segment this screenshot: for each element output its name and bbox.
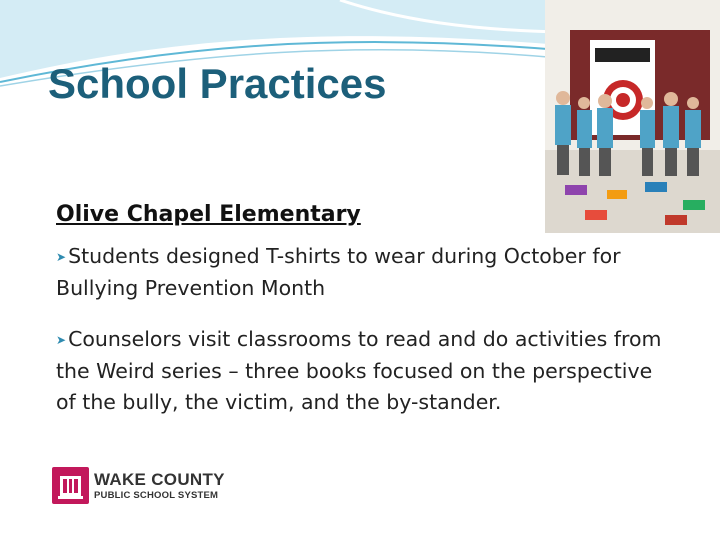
- logo-title: WAKE COUNTY: [94, 470, 225, 489]
- page-title: School Practices: [48, 60, 387, 107]
- bullet-text: Counselors visit classrooms to read and do activities from the Weird series – three books focused on the perspective of the bully, the victim, and the by-stander.: [56, 327, 662, 414]
- bullet-item: [56, 324, 676, 418]
- bullet-item: [56, 241, 676, 304]
- school-name: Olive Chapel Elementary: [56, 202, 361, 227]
- bullet-text: Students designed T-shirts to wear during October for Bullying Prevention Month: [56, 244, 621, 300]
- wake-county-building-icon: [52, 467, 89, 504]
- arrow-bullet-icon: ➤: [56, 249, 67, 264]
- arrow-bullet-icon: ➤: [56, 332, 67, 347]
- logo-subtitle: PUBLIC SCHOOL SYSTEM: [94, 490, 219, 501]
- students-photo-icon: [545, 0, 720, 233]
- wake-county-logo: [52, 467, 242, 507]
